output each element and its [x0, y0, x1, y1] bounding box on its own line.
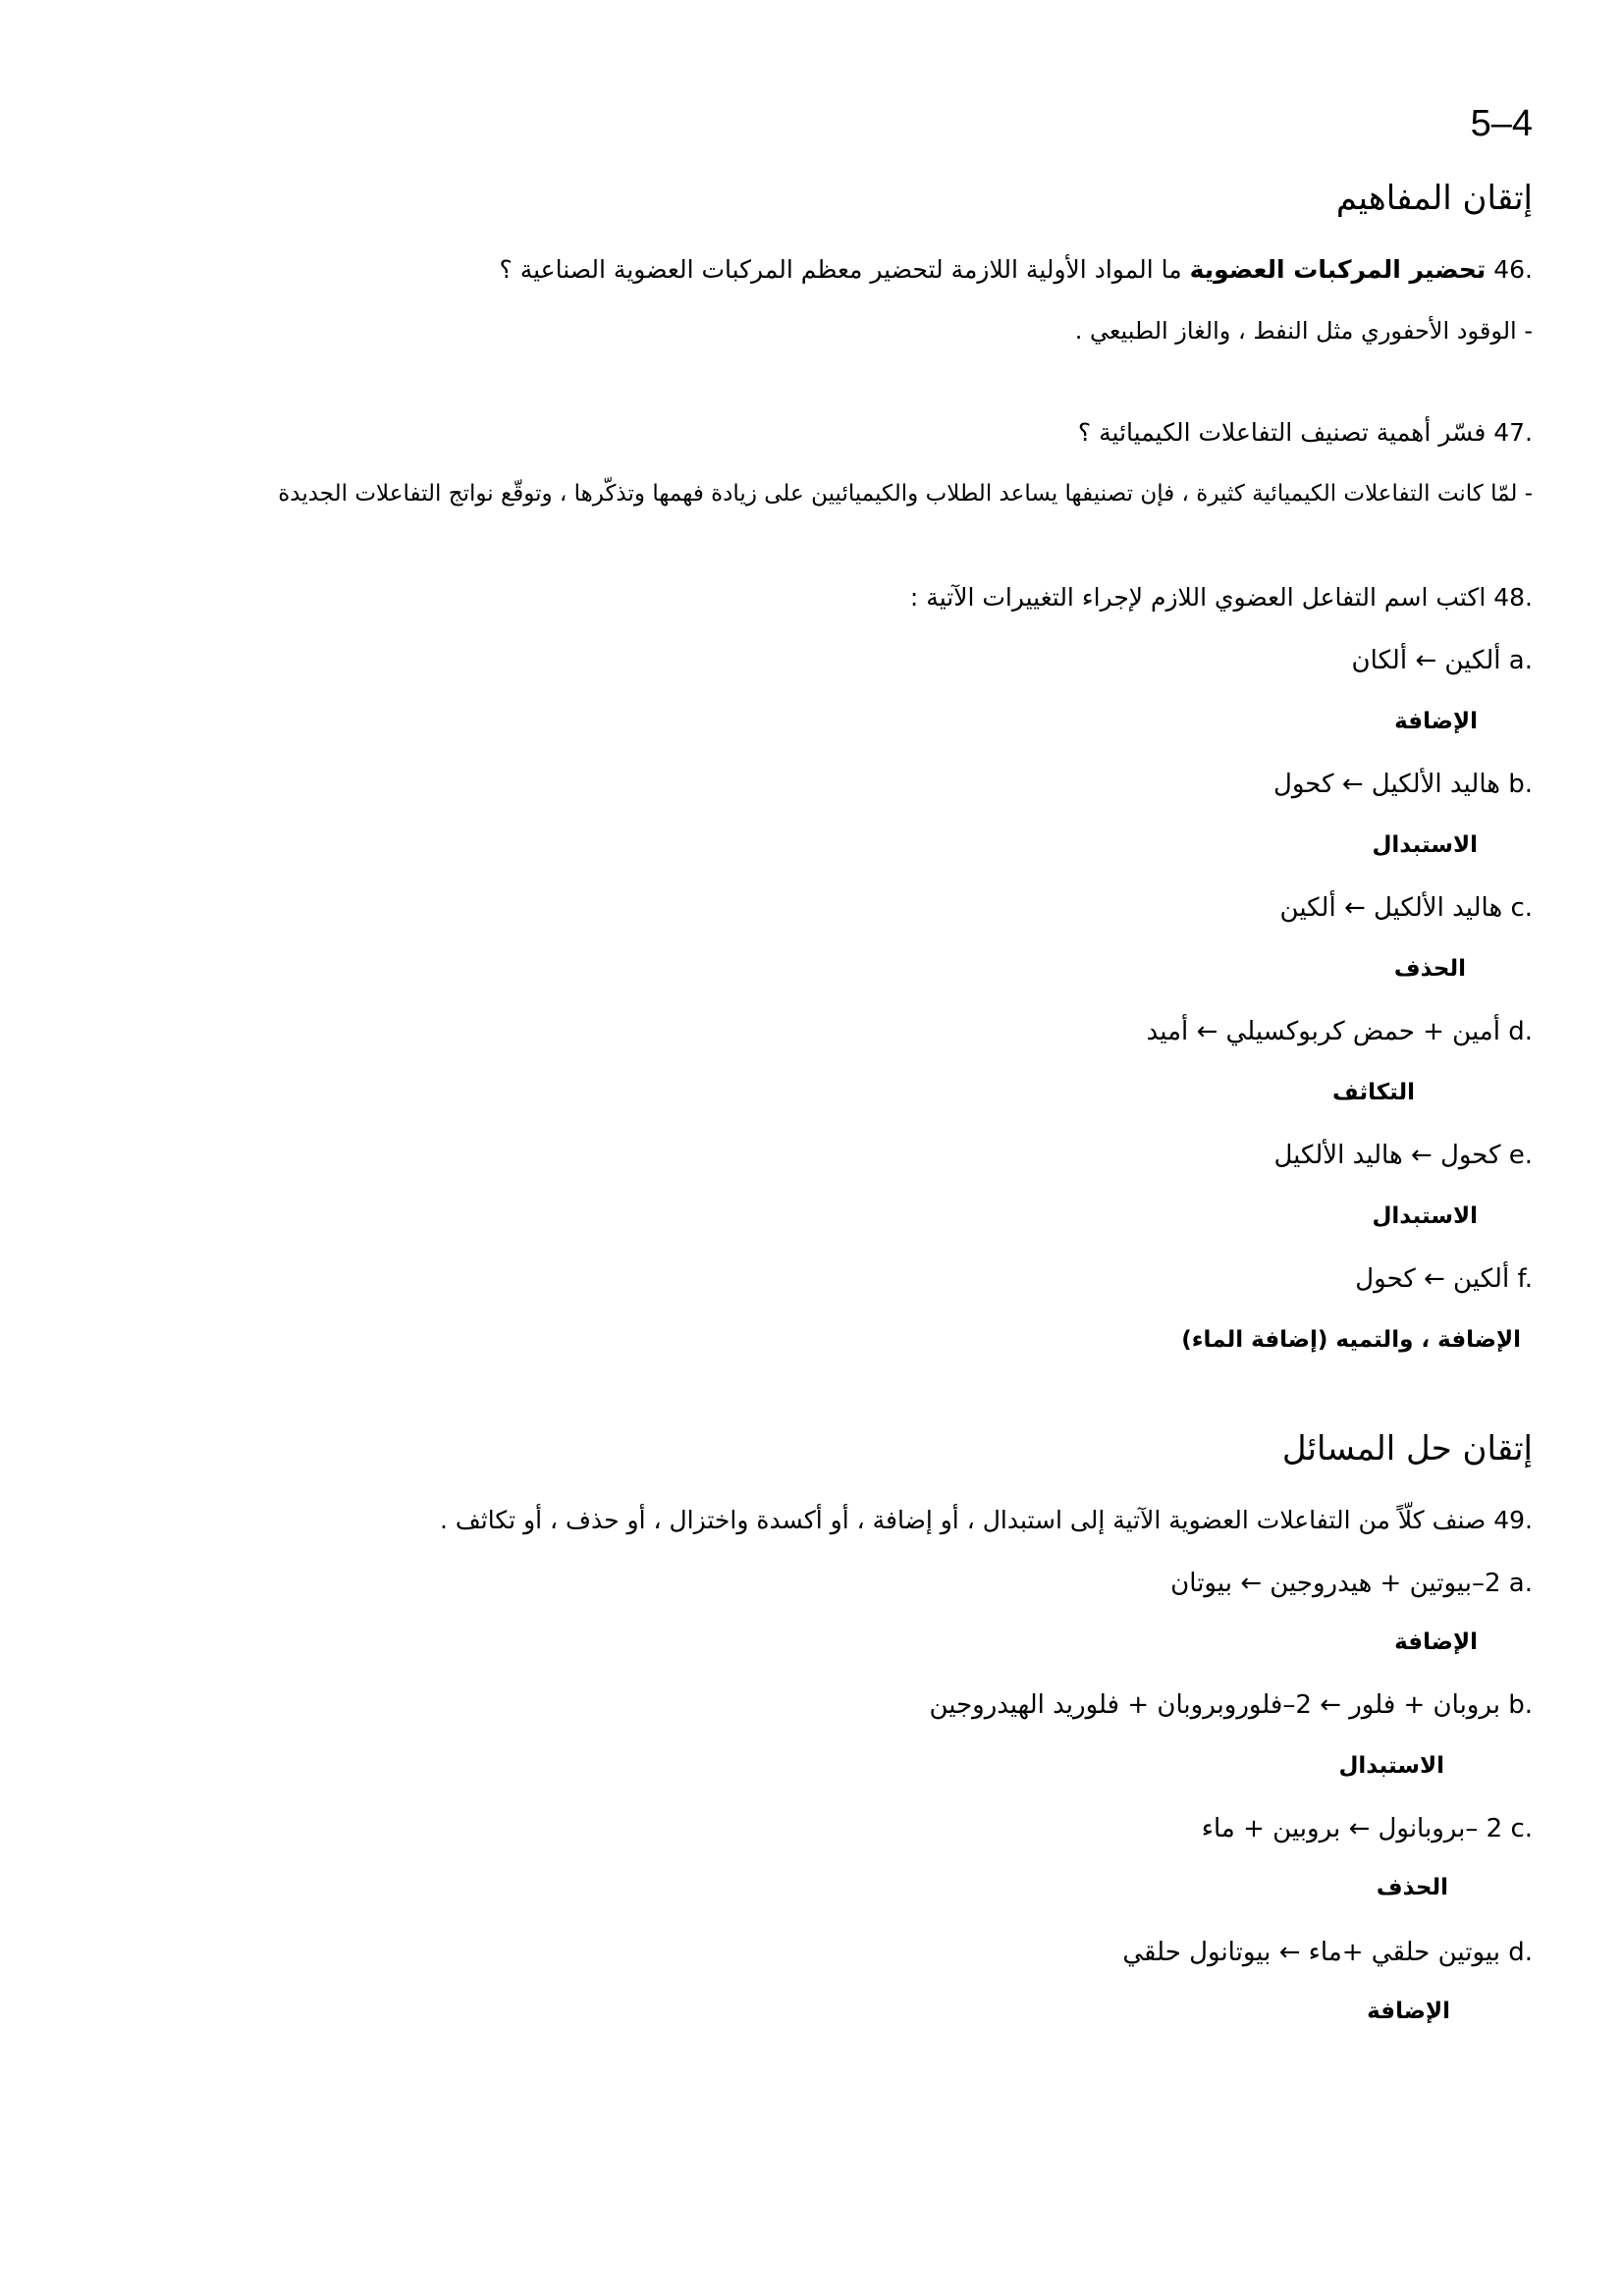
page-number: 5–4: [1470, 103, 1533, 144]
item-text: 2 –بروبانول ← بروبين + ماء: [1201, 1814, 1503, 1843]
item-text: هاليد الألكيل ← كحول: [1272, 770, 1500, 799]
item-label: b.: [1508, 1690, 1533, 1720]
item-answer: الإضافة: [1394, 1629, 1478, 1655]
question-47: [1078, 416, 1533, 450]
item-label: e.: [1508, 1141, 1533, 1170]
list-item: [1273, 1139, 1533, 1172]
item-label: c.: [1510, 1814, 1533, 1843]
list-item: [1280, 891, 1533, 925]
item-text: ألكين ← كحول: [1355, 1264, 1510, 1294]
list-item: [1170, 1567, 1533, 1600]
question-number: 46.: [1493, 255, 1533, 284]
answer-47: - لمّا كانت التفاعلات الكيميائية كثيرة ، فإن تصنيفها يساعد الطلاب والكيميائيين على زيادة فهمها وتذكّرها ، وتوقّع نواتج التفاعلات الجديدة: [278, 481, 1533, 507]
list-item: [1202, 1812, 1533, 1845]
question-text: صنف كلّاً من التفاعلات العضوية الآتية إلى استبدال ، أو إضافة ، أو أكسدة واختزال ، أو حذف ، أو تكاثف .: [440, 1506, 1487, 1534]
item-label: f.: [1517, 1264, 1533, 1294]
item-label: a.: [1508, 1569, 1533, 1598]
item-text: بيوتين حلقي +ماء ← بيوتانول حلقي: [1122, 1938, 1500, 1967]
list-item: [1352, 644, 1533, 677]
item-answer: الاستبدال: [1372, 1203, 1478, 1229]
item-answer: الإضافة: [1394, 709, 1478, 734]
item-answer: الاستبدال: [1372, 832, 1478, 858]
question-text: اكتب اسم التفاعل العضوي اللازم لإجراء التغييرات الآتية :: [909, 583, 1487, 612]
item-text: هاليد الألكيل ← ألكين: [1279, 893, 1503, 923]
question-49: [440, 1504, 1533, 1537]
question-number: 48.: [1493, 583, 1533, 612]
item-answer: التكاثف: [1332, 1080, 1415, 1105]
section-title-concepts: إتقان المفاهيم: [1335, 179, 1533, 218]
question-topic: تحضير المركبات العضوية: [1189, 255, 1487, 284]
item-answer: الإضافة: [1367, 1999, 1450, 2024]
question-48: [910, 581, 1533, 614]
list-item: [1122, 1936, 1533, 1969]
item-text: بروبان + فلور ← 2–فلوروبروبان + فلوريد الهيدروجين: [929, 1690, 1500, 1720]
section-title-problems: إتقان حل المسائل: [1281, 1429, 1533, 1468]
list-item: [1273, 768, 1533, 801]
item-answer: الحذف: [1393, 956, 1466, 982]
list-item: [1147, 1015, 1533, 1048]
question-number: 49.: [1493, 1506, 1533, 1534]
item-answer: الاستبدال: [1338, 1753, 1444, 1779]
item-label: c.: [1510, 893, 1533, 923]
item-text: 2–بيوتين + هيدروجين ← بيوتان: [1170, 1569, 1501, 1598]
item-label: d.: [1508, 1017, 1533, 1046]
question-number: 47.: [1493, 418, 1533, 447]
item-text: أمين + حمض كربوكسيلي ← أميد: [1146, 1017, 1500, 1046]
item-label: d.: [1508, 1938, 1533, 1967]
item-answer: الحذف: [1376, 1875, 1448, 1900]
item-label: a.: [1508, 646, 1533, 675]
question-46: [500, 253, 1534, 287]
question-text: ما المواد الأولية اللازمة لتحضير معظم المركبات العضوية الصناعية ؟: [499, 255, 1182, 284]
item-label: b.: [1508, 770, 1533, 799]
question-text: فسّر أهمية تصنيف التفاعلات الكيميائية ؟: [1077, 418, 1487, 447]
answer-46: - الوقود الأحفوري مثل النفط ، والغاز الطبيعي .: [1074, 317, 1533, 345]
list-item: [929, 1688, 1533, 1722]
item-text: ألكين ← ألكان: [1351, 646, 1501, 675]
item-text: كحول ← هاليد الألكيل: [1273, 1141, 1501, 1170]
item-answer: الإضافة ، والتميه (إضافة الماء): [1181, 1327, 1521, 1353]
list-item: [1355, 1262, 1533, 1296]
